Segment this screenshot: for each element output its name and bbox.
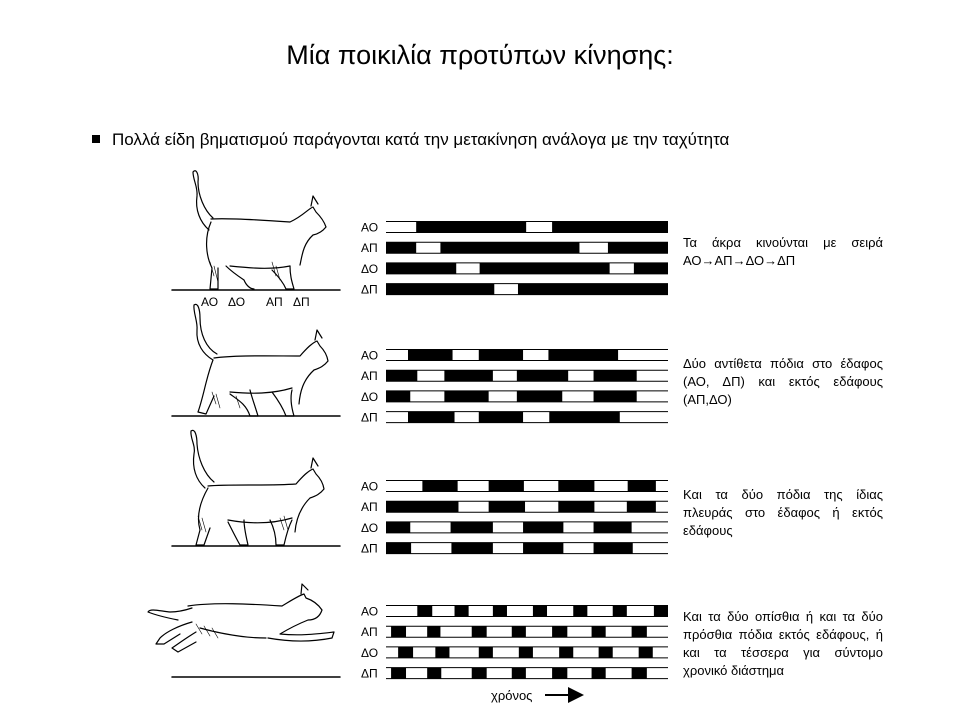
stance-bar [639, 647, 653, 658]
stance-bar [386, 391, 410, 402]
stance-bar [427, 668, 441, 679]
cat-illustration-trot [172, 304, 340, 416]
stance-bar [479, 647, 493, 658]
stance-bar [608, 242, 668, 253]
stance-bar [654, 606, 668, 617]
stance-bar [427, 626, 440, 637]
stance-bar [559, 647, 573, 658]
stance-bar [440, 242, 579, 253]
stance-bar [517, 391, 562, 402]
limb-label: ΔΠ [361, 410, 378, 425]
stance-bar [558, 501, 594, 512]
gait-chart-pace [361, 480, 668, 556]
stance-bar [634, 263, 668, 274]
stance-bar [391, 668, 406, 679]
stance-bar [533, 606, 547, 617]
stance-bar [552, 222, 668, 233]
stance-bar [408, 412, 455, 423]
stance-bar [472, 626, 487, 637]
stance-bar [479, 350, 523, 361]
stance-bar [435, 647, 449, 658]
foot-label-fr: ΑΠ [266, 295, 283, 309]
bullet-text: Πολλά είδη βηματισμού παράγονται κατά την μετακίνηση ανάλογα με την ταχύτητα [112, 130, 730, 149]
stance-bar [489, 501, 525, 512]
stance-bar [386, 370, 417, 381]
cat-illustration-walk [172, 171, 340, 290]
stance-bar [408, 350, 453, 361]
stance-bar [512, 626, 526, 637]
stance-bar [386, 543, 411, 554]
limb-label: ΔΟ [361, 261, 379, 276]
gait-chart-gallop [361, 605, 668, 681]
stance-bar [386, 522, 410, 533]
limb-label: ΑΠ [361, 500, 378, 515]
stance-bar [558, 481, 594, 492]
stance-bar [417, 606, 432, 617]
stance-bar [451, 522, 493, 533]
limb-label: ΑΟ [361, 220, 379, 235]
limb-label: ΑΠ [361, 241, 378, 256]
gait-description-trot: Δύο αντίθετα πόδια στο έδαφος (ΑΟ, ΔΠ) και εκτός εδάφους (ΑΠ,ΔΟ) [683, 356, 883, 407]
stance-bar [386, 263, 456, 274]
stance-bar [592, 626, 606, 637]
stance-bar [422, 481, 457, 492]
foot-labels [201, 295, 310, 309]
limb-label: ΔΟ [361, 389, 379, 404]
time-axis [491, 688, 582, 703]
stance-bar [573, 606, 587, 617]
stance-bar [451, 543, 492, 554]
stance-bar [613, 606, 627, 617]
stance-bar [493, 606, 507, 617]
stance-bar [594, 391, 637, 402]
limb-label: ΔΠ [361, 541, 378, 556]
foot-label-fl: ΑΟ [201, 295, 219, 309]
stance-bar [594, 543, 633, 554]
stance-bar [444, 391, 488, 402]
stance-bar [599, 647, 613, 658]
stance-bar [386, 284, 494, 295]
gait-description-gallop: Και τα δύο οπίσθια ή και τα δύο πρόσθια πόδια εκτός εδάφους, ή και τα τέσσερα για σύντομο χρονικό διάστημα [683, 609, 883, 678]
stance-bar [416, 222, 526, 233]
stance-bar [552, 626, 567, 637]
cat-illustration-gallop [148, 584, 340, 677]
stance-bar [489, 481, 524, 492]
stance-bar [472, 668, 487, 679]
limb-label: ΔΟ [361, 645, 379, 660]
limb-label: ΑΟ [361, 604, 379, 619]
stance-bar [519, 647, 533, 658]
time-label: χρόνος [491, 688, 533, 703]
stance-bar [386, 242, 416, 253]
stance-bar [398, 647, 413, 658]
stance-bar [594, 522, 632, 533]
stance-bar [455, 606, 469, 617]
limb-label: ΑΠ [361, 625, 378, 640]
cat-illustration-pace [172, 430, 340, 546]
slide-title: Μία ποικιλία προτύπων κίνησης: [286, 40, 674, 70]
stance-bar [632, 668, 647, 679]
stance-bar [523, 543, 563, 554]
stance-bar [548, 350, 618, 361]
stance-bar [512, 668, 526, 679]
foot-label-hl: ΔΟ [228, 295, 246, 309]
gait-description-pace: Και τα δύο πόδια της ίδιας πλευράς στο έδαφος ή εκτός εδάφους [683, 487, 883, 538]
stance-bar [628, 481, 656, 492]
gait-charts [361, 221, 668, 681]
stance-bar [479, 412, 523, 423]
stance-bar [552, 668, 567, 679]
stance-bar [391, 626, 406, 637]
limb-label: ΑΟ [361, 348, 379, 363]
stance-bar [517, 370, 568, 381]
stance-bar [549, 412, 620, 423]
limb-label: ΑΟ [361, 479, 379, 494]
limb-label: ΑΠ [361, 369, 378, 384]
stance-bar [444, 370, 493, 381]
gait-chart-walk [361, 221, 668, 297]
limb-label: ΔΠ [361, 282, 378, 297]
foot-label-hr: ΔΠ [293, 295, 310, 309]
stance-bar [523, 522, 563, 533]
stance-bar [627, 501, 656, 512]
gait-description-walk: Τα άκρα κινούνται με σειρά ΑΟ→ΑΠ→ΔΟ→ΔΠ [683, 235, 883, 268]
stance-bar [386, 501, 458, 512]
limb-label: ΔΠ [361, 666, 378, 681]
stance-bar [594, 370, 637, 381]
stance-bar [592, 668, 606, 679]
stance-bar [632, 626, 647, 637]
stance-bar [480, 263, 610, 274]
limb-label: ΔΟ [361, 520, 379, 535]
stance-bar [518, 284, 668, 295]
gait-chart-trot [361, 349, 668, 425]
